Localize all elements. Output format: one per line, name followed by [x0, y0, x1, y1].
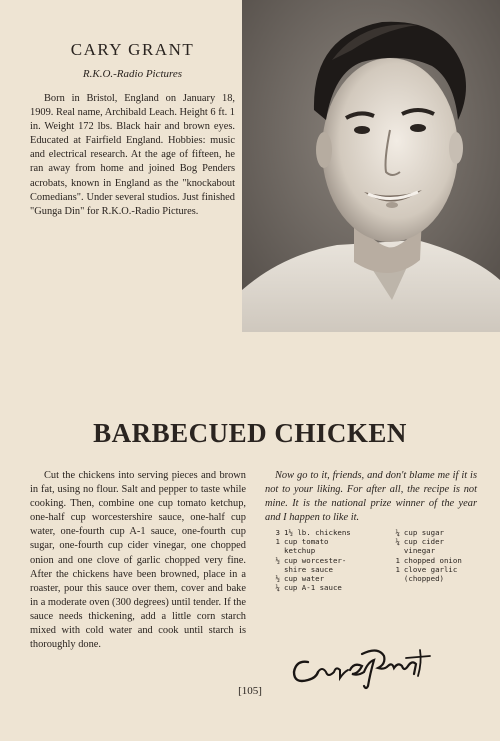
ingredient-name: cup tomato ketchup	[284, 537, 329, 556]
bio-name: CARY GRANT	[70, 40, 195, 59]
ingredient-qty: 1	[275, 537, 280, 547]
ingredients-column-left	[262, 528, 372, 592]
ingredient-item	[262, 583, 372, 592]
ingredient-name: clove garlic (chopped)	[403, 564, 458, 584]
portrait-image	[242, 0, 500, 332]
ingredient-item	[382, 565, 484, 583]
ingredient-item	[382, 556, 484, 565]
recipe-title: BARBECUED CHICKEN	[93, 418, 407, 448]
ingredient-item	[262, 574, 372, 583]
ingredient-qty: ¼	[275, 583, 280, 593]
ingredient-name: chopped onion	[403, 555, 462, 565]
ingredient-qty: ¼	[395, 537, 400, 547]
bio-section	[30, 40, 235, 219]
ingredient-name: cup sugar	[403, 528, 444, 537]
ingredient-name: 1½ lb. chickens	[284, 528, 351, 537]
ingredients-list	[262, 528, 484, 592]
bio-text: Born in Bristol, England on January 18, 1909. Real name, Archibald Leach. Height 6 ft. 1 in. Weight 172 lbs. Black hair and brown eyes. Educated at Fairfield England. Hobbies: music and electrical research. At the age of fifteen, he ran away from home and joined Bog Penders acrobats, known in England as the "knockabout Comedians". Under several studios. Just finished "Gunga Din" for R.K.O.-Radio Pictures.	[30, 93, 235, 217]
ingredient-qty: 3	[275, 528, 280, 537]
recipe-note: Now go to it, friends, and don't blame me if it is not to your liking. For after all, the recipe is not mine. It is the national prize winner of the year and I happen to like it.	[265, 470, 477, 524]
ingredient-qty: ½	[275, 574, 280, 584]
ingredient-item	[382, 528, 484, 537]
signature-image	[288, 632, 438, 692]
ingredient-item	[262, 537, 372, 555]
page-number: [105]	[238, 685, 262, 697]
ingredient-qty: 1	[395, 555, 400, 565]
ingredient-qty: 1	[395, 564, 400, 574]
bio-studio: R.K.O.-Radio Pictures	[82, 68, 183, 80]
recipe-instructions: Cut the chickens into serving pieces and brown in fat, using no flour. Salt and pepper to taste while cooking. Then, combine one cup tomato ketchup, one-half cup worcestershire sauce, one-half cup water, one-fourth cup A-1 sauce, one-fourth cup sugar, one-fourth cup cider vinegar, one chopped onion and one clove of garlic chopped very fine. After the chickens have been browned, place in a roaster, pour this sauce over them, cover and bake in a moderate oven (300 degrees) until tender. If the sauce needs thickening, add a little corn starch mixed with cold water and cook until starch is thoroughly done.	[30, 470, 246, 651]
ingredient-name: cup cider vinegar	[403, 537, 444, 556]
ingredients-column-right	[382, 528, 484, 592]
ingredient-qty: ¼	[395, 528, 400, 537]
ingredient-item	[262, 528, 372, 537]
portrait-photo	[242, 0, 500, 332]
ingredient-name: cup water	[284, 574, 325, 584]
ingredient-name: cup A-1 sauce	[284, 583, 342, 593]
ingredient-item	[382, 537, 484, 555]
ingredient-item	[262, 556, 372, 574]
ingredient-qty: ½	[275, 555, 280, 565]
ingredient-name: cup worcester- shire sauce	[284, 555, 347, 574]
